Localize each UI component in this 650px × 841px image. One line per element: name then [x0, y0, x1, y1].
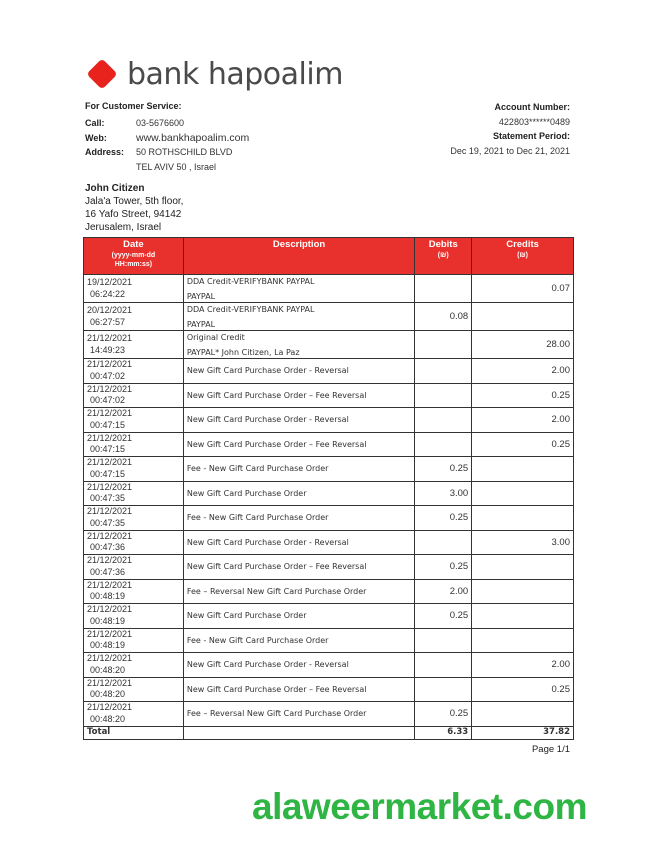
row-debit: [415, 383, 472, 408]
transactions-table: [83, 237, 574, 740]
row-description-line1: New Gift Card Purchase Order - Reversal: [186, 366, 349, 375]
row-credit: [472, 628, 574, 653]
address-line1: 50 ROTHSCHILD BLVD: [136, 147, 233, 158]
row-credit: [472, 604, 574, 629]
call-value: 03-5676600: [136, 118, 185, 129]
address-label: Address:: [85, 147, 125, 158]
row-description: [183, 432, 414, 457]
statement-period-label: Statement Period:: [492, 131, 570, 141]
row-description-line2: PAYPAL: [186, 291, 216, 301]
row-description-line2: PAYPAL* John Citizen, La Paz: [186, 347, 300, 357]
row-date: [84, 628, 184, 653]
table-row: [84, 303, 574, 331]
shekel-icon: (₪): [437, 252, 449, 259]
row-date-time: 00:47:02: [90, 395, 126, 406]
header-date: Date (yyyy-mm-dd HH:mm:ss): [84, 238, 184, 275]
row-description-line1: New Gift Card Purchase Order – Fee Reversal: [186, 439, 367, 449]
row-description-line1: New Gift Card Purchase Order - Reversal: [186, 415, 349, 424]
row-date: [84, 383, 184, 408]
row-debit: [415, 432, 472, 457]
row-date: [84, 604, 184, 629]
row-description: [183, 303, 414, 331]
customer-service-title: For Customer Service:: [85, 101, 182, 111]
web-label: Web:: [85, 132, 107, 143]
table-row: [84, 359, 574, 384]
row-debit: 2.00: [415, 579, 472, 604]
row-description: [183, 481, 414, 506]
row-date-day: 19/12/2021: [87, 277, 133, 287]
total-row: [84, 726, 574, 739]
row-credit: 3.00: [472, 530, 574, 555]
row-date-day: 21/12/2021: [87, 653, 133, 664]
row-date-time: 00:47:35: [90, 517, 126, 528]
row-date-day: 21/12/2021: [87, 530, 133, 541]
row-date-time: 00:47:36: [90, 566, 126, 577]
table-row: [84, 275, 574, 303]
row-date: [84, 702, 184, 727]
customer-address-line2: 16 Yafo Street, 94142: [85, 209, 182, 220]
row-date-day: 21/12/2021: [87, 383, 133, 394]
row-description: [183, 653, 414, 678]
table-row: [84, 481, 574, 506]
table-row: [84, 555, 574, 580]
row-date-day: 21/12/2021: [87, 506, 133, 517]
row-date: [84, 677, 184, 702]
row-description: [183, 383, 414, 408]
row-date: [84, 359, 184, 384]
row-date-time: 00:47:15: [90, 419, 126, 430]
customer-address-line3: Jerusalem, Israel: [85, 222, 162, 233]
customer-service-block: [85, 101, 249, 174]
row-credit: [472, 555, 574, 580]
row-date: [84, 579, 184, 604]
row-debit: [415, 359, 472, 384]
row-description-line1: New Gift Card Purchase Order: [186, 611, 307, 620]
row-date-time: 06:24:22: [90, 288, 126, 299]
row-description: [183, 677, 414, 702]
row-description: [183, 555, 414, 580]
table-row: [84, 653, 574, 678]
red-diamond-icon: [86, 58, 117, 89]
row-date-time: 00:47:36: [90, 542, 126, 553]
row-date-day: 21/12/2021: [87, 677, 133, 688]
row-credit: 0.07: [472, 275, 574, 303]
watermark: alaweermarket.com: [252, 786, 587, 827]
row-description: [183, 530, 414, 555]
row-date-day: 21/12/2021: [87, 359, 133, 370]
customer-address-line1: Jala'a Tower, 5th floor,: [85, 196, 184, 207]
row-date: [84, 481, 184, 506]
customer-address-block: [85, 182, 183, 234]
shekel-icon: (₪): [517, 252, 529, 259]
row-description-line1: Fee – Reversal New Gift Card Purchase Order: [186, 586, 367, 596]
header-credits: Credits (₪): [472, 238, 574, 275]
row-debit: [415, 408, 472, 433]
row-debit: 3.00: [415, 481, 472, 506]
table-row: [84, 702, 574, 727]
row-debit: [415, 275, 472, 303]
row-description-line1: New Gift Card Purchase Order – Fee Reversal: [186, 390, 367, 400]
row-credit: [472, 481, 574, 506]
row-date-time: 00:48:19: [90, 640, 126, 651]
row-description-line1: New Gift Card Purchase Order - Reversal: [186, 537, 349, 547]
address-line2: TEL AVIV 50 , Israel: [136, 161, 217, 172]
row-debit: 0.08: [415, 303, 472, 331]
table-row: [84, 579, 574, 604]
row-debit: 0.25: [415, 702, 472, 727]
table-row: [84, 457, 574, 482]
row-date: [84, 432, 184, 457]
header-description: Description: [183, 238, 414, 275]
row-date-time: 00:47:15: [90, 444, 126, 455]
customer-name: John Citizen: [85, 183, 145, 194]
row-description-line1: DDA Credit-VERIFYBANK PAYPAL: [186, 305, 315, 314]
row-credit: 2.00: [472, 408, 574, 433]
row-description-line1: DDA Credit-VERIFYBANK PAYPAL: [186, 277, 315, 286]
row-description-line1: Fee - New Gift Card Purchase Order: [186, 464, 329, 473]
row-date-time: 14:49:23: [90, 344, 126, 355]
row-credit: [472, 457, 574, 482]
row-date-day: 21/12/2021: [87, 628, 133, 639]
row-debit: [415, 530, 472, 555]
row-date: [84, 303, 184, 331]
row-date-time: 00:48:20: [90, 664, 126, 675]
row-description-line1: New Gift Card Purchase Order: [186, 488, 307, 498]
row-debit: [415, 677, 472, 702]
row-debit: 0.25: [415, 457, 472, 482]
row-description: [183, 628, 414, 653]
row-credit: 0.25: [472, 432, 574, 457]
row-date-day: 21/12/2021: [87, 579, 133, 590]
row-date-day: 21/12/2021: [87, 555, 133, 566]
statement-period-value: Dec 19, 2021 to Dec 21, 2021: [450, 145, 570, 156]
bank-logo: [86, 56, 343, 92]
row-date: [84, 555, 184, 580]
row-description-line1: Fee - New Gift Card Purchase Order: [186, 635, 329, 645]
table-row: [84, 506, 574, 531]
row-date-time: 00:48:19: [90, 591, 126, 602]
row-debit: 0.25: [415, 555, 472, 580]
row-description-line1: New Gift Card Purchase Order - Reversal: [186, 660, 349, 669]
account-number-value: 422803******0489: [498, 116, 570, 127]
row-description: [183, 604, 414, 629]
row-date: [84, 408, 184, 433]
transactions-body: [84, 275, 574, 727]
account-number-label: Account Number:: [494, 102, 570, 112]
row-date: [84, 530, 184, 555]
brand-name: bank hapoalim: [127, 56, 343, 92]
page-number: Page 1/1: [531, 744, 570, 755]
row-description: [183, 579, 414, 604]
row-credit: 0.25: [472, 677, 574, 702]
table-row: [84, 628, 574, 653]
row-date-time: 00:47:15: [90, 468, 126, 479]
row-date-time: 00:48:20: [90, 713, 126, 724]
row-debit: [415, 331, 472, 359]
row-description-line1: Fee – Reversal New Gift Card Purchase Order: [186, 709, 367, 718]
row-description: [183, 408, 414, 433]
row-description: [183, 457, 414, 482]
row-credit: [472, 579, 574, 604]
row-date-day: 21/12/2021: [87, 457, 133, 468]
row-date-day: 20/12/2021: [87, 305, 133, 315]
row-debit: [415, 628, 472, 653]
row-credit: 2.00: [472, 359, 574, 384]
row-credit: [472, 303, 574, 331]
table-row: [84, 530, 574, 555]
row-credit: 2.00: [472, 653, 574, 678]
row-date: [84, 457, 184, 482]
row-description: [183, 359, 414, 384]
total-label: Total: [84, 726, 184, 739]
table-row: [84, 677, 574, 702]
row-date: [84, 275, 184, 303]
row-date-day: 21/12/2021: [87, 481, 133, 492]
row-debit: 0.25: [415, 604, 472, 629]
row-debit: 0.25: [415, 506, 472, 531]
row-date-day: 21/12/2021: [87, 333, 133, 343]
row-description-line1: New Gift Card Purchase Order – Fee Reversal: [186, 562, 367, 571]
table-row: [84, 331, 574, 359]
row-description-line2: PAYPAL: [186, 319, 216, 329]
row-date-time: 00:48:19: [90, 615, 126, 626]
row-date: [84, 653, 184, 678]
row-credit: [472, 506, 574, 531]
table-row: [84, 383, 574, 408]
row-debit: [415, 653, 472, 678]
row-date-day: 21/12/2021: [87, 604, 133, 615]
row-description-line1: Original Credit: [186, 333, 245, 342]
row-date-day: 21/12/2021: [87, 432, 133, 443]
row-description-line1: New Gift Card Purchase Order – Fee Reversal: [186, 684, 367, 694]
row-description: [183, 275, 414, 303]
total-credit: 37.82: [472, 726, 574, 739]
row-date-time: 00:47:35: [90, 493, 126, 504]
web-link[interactable]: www.bankhapoalim.com: [136, 131, 250, 144]
row-description: [183, 506, 414, 531]
row-credit: 28.00: [472, 331, 574, 359]
row-date-time: 00:47:02: [90, 370, 126, 381]
row-date-day: 21/12/2021: [87, 702, 133, 713]
row-date: [84, 331, 184, 359]
row-description: [183, 702, 414, 727]
row-date-day: 21/12/2021: [87, 408, 133, 419]
total-debit: 6.33: [415, 726, 472, 739]
table-header-row: [84, 238, 574, 275]
row-credit: 0.25: [472, 383, 574, 408]
row-credit: [472, 702, 574, 727]
row-date-time: 00:48:20: [90, 689, 126, 700]
row-description-line1: Fee - New Gift Card Purchase Order: [186, 513, 329, 522]
header-debits: Debits (₪): [415, 238, 472, 275]
row-date: [84, 506, 184, 531]
table-row: [84, 408, 574, 433]
row-date-time: 06:27:57: [90, 316, 126, 327]
table-row: [84, 432, 574, 457]
call-label: Call:: [85, 118, 105, 129]
table-row: [84, 604, 574, 629]
account-info-block: [450, 101, 570, 159]
row-description: [183, 331, 414, 359]
